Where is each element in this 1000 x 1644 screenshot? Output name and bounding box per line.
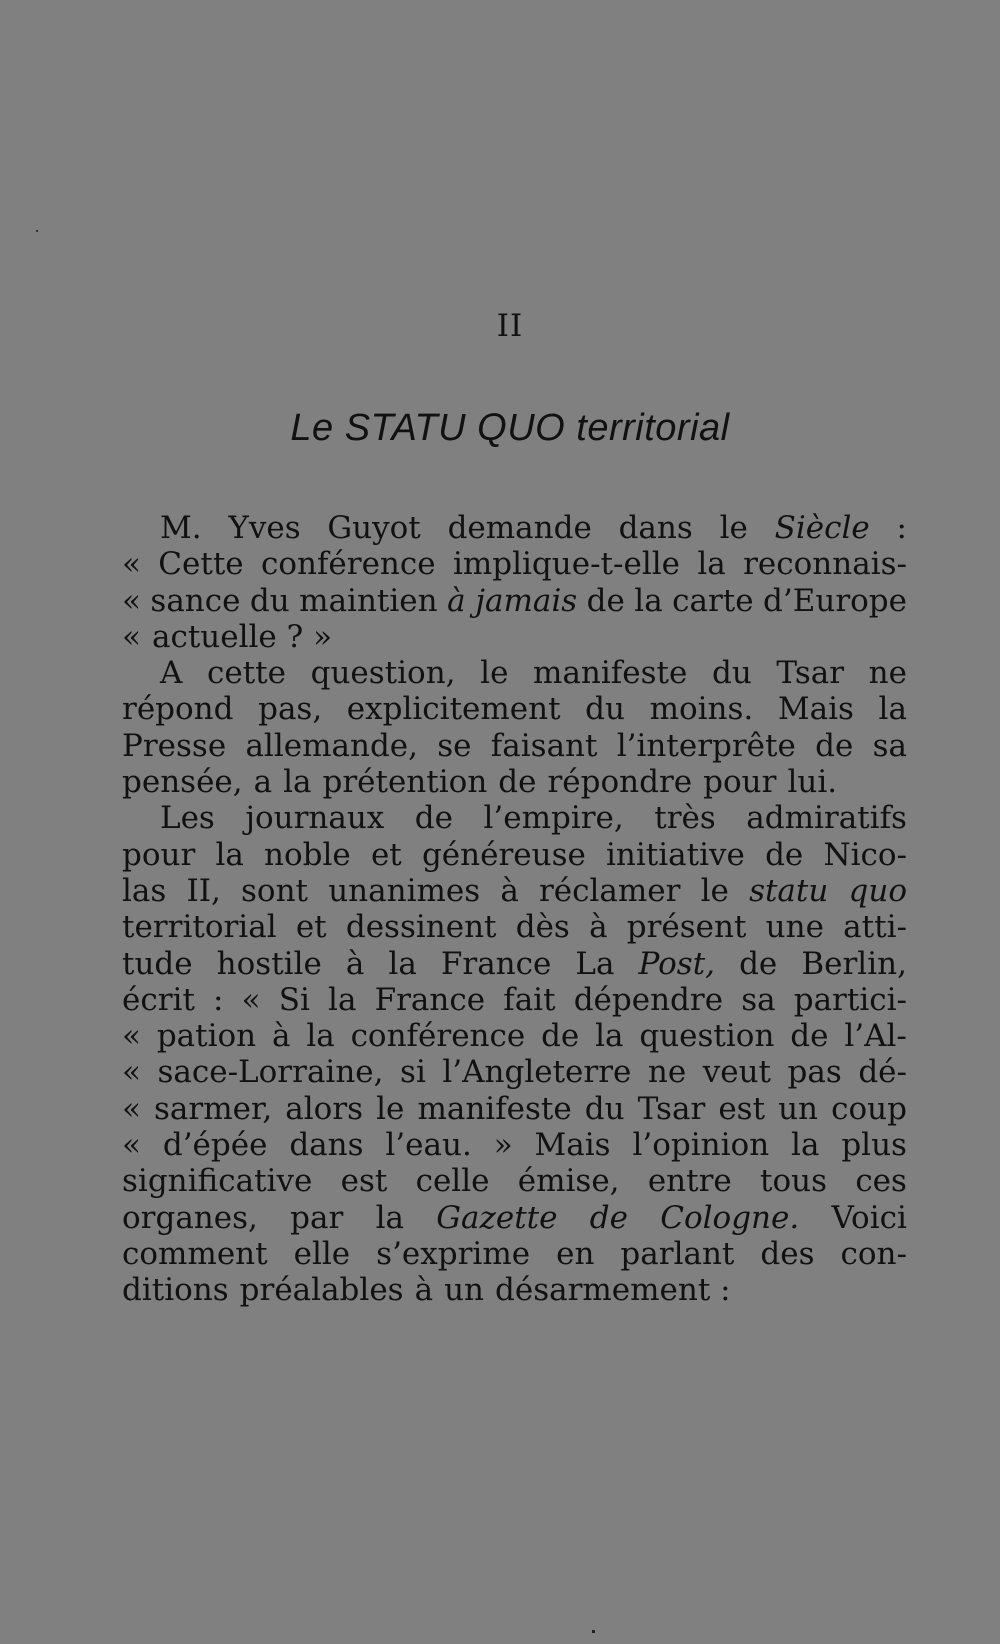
text-line: [122, 764, 907, 800]
word: journaux: [245, 800, 385, 837]
word: demande: [447, 510, 592, 546]
text-line: [122, 909, 907, 945]
word: implique-t-elle: [452, 546, 681, 583]
word: tude: [122, 945, 193, 982]
word: l’empire,: [483, 800, 624, 837]
word: un: [444, 1272, 484, 1309]
italic-word: Siècle: [774, 510, 870, 546]
word: Voici: [831, 1199, 907, 1236]
text-line: [122, 1054, 907, 1090]
word: France: [374, 981, 486, 1018]
word: de: [541, 1018, 580, 1055]
word: reconnais-: [743, 546, 907, 583]
word: et: [370, 836, 402, 873]
word: pour: [122, 836, 196, 873]
italic-word: Post,: [638, 945, 716, 982]
word: de: [739, 945, 778, 982]
word: allemande,: [245, 727, 418, 764]
word: territorial: [122, 909, 277, 946]
word: de: [414, 800, 453, 837]
word: maintien: [299, 582, 438, 619]
chapter-title: Le STATU QUO territorial: [290, 407, 730, 449]
word: conférence: [260, 546, 436, 583]
text-line: [122, 619, 907, 655]
word: Mais: [777, 691, 854, 728]
word: explicitement: [346, 691, 561, 728]
word: la: [878, 691, 907, 728]
word: manifeste: [533, 655, 688, 692]
word: plus: [841, 1127, 907, 1164]
word: ces: [855, 1163, 907, 1200]
text-line: [122, 728, 907, 764]
word: la: [306, 1018, 335, 1055]
word: généreuse: [421, 836, 586, 873]
word: un: [778, 1090, 819, 1127]
word: pas,: [258, 691, 323, 728]
word: désarmement :: [495, 1272, 731, 1309]
word: significative: [122, 1163, 313, 1200]
word: de: [765, 836, 804, 873]
text-line: [122, 1236, 907, 1272]
italic-word: Cologne.: [660, 1199, 800, 1236]
word: dépendre: [573, 981, 724, 1018]
word: las: [122, 872, 167, 909]
text-line: [122, 837, 907, 873]
word: dé-: [858, 1054, 907, 1091]
word: «: [122, 1018, 141, 1055]
word: Nico-: [823, 836, 907, 873]
word: Presse: [122, 727, 227, 764]
word: Tsar: [776, 655, 845, 692]
word: d’Europe: [763, 582, 907, 619]
word: «: [122, 1127, 141, 1164]
word: veut: [702, 1054, 772, 1091]
word: la: [215, 836, 244, 873]
word: «: [122, 1090, 141, 1127]
word: si: [400, 1054, 426, 1091]
italic-word: statu: [749, 872, 829, 909]
word: France: [440, 945, 552, 982]
word: dessinent: [345, 909, 497, 946]
word: émise,: [517, 1163, 620, 1200]
italic-word: à jamais: [447, 582, 578, 619]
word: une: [765, 909, 824, 946]
word: manifeste: [417, 1090, 572, 1127]
word: de: [790, 1018, 829, 1055]
word: con-: [840, 1235, 907, 1272]
word: pensée,: [122, 764, 243, 801]
word: à: [414, 1272, 434, 1309]
word: «: [122, 618, 141, 655]
word: sont: [241, 872, 309, 909]
word: en: [556, 1235, 595, 1272]
word: le: [376, 1090, 405, 1127]
word: le: [719, 510, 748, 546]
word: alors: [285, 1090, 364, 1127]
word: prétention: [322, 764, 488, 801]
word: conférence: [350, 1018, 526, 1055]
word: la: [697, 546, 726, 583]
word: très: [654, 800, 716, 837]
word: à: [345, 945, 365, 982]
body-text: [122, 510, 907, 1309]
text-line: [122, 1091, 907, 1127]
word: de: [498, 764, 537, 801]
word: ditions: [122, 1272, 229, 1309]
word: actuelle ? »: [151, 618, 333, 655]
word: est: [340, 1163, 388, 1200]
word: II,: [186, 872, 221, 909]
word: d’épée: [162, 1127, 268, 1164]
word: et: [295, 909, 327, 946]
word: pour: [703, 764, 777, 801]
word: Yves: [228, 510, 301, 546]
text-line: [122, 1127, 907, 1163]
word: :: [896, 510, 907, 546]
word: comment: [122, 1235, 268, 1272]
word: «: [122, 1054, 141, 1091]
word: le: [700, 872, 729, 909]
word: l’Angleterre: [442, 1054, 632, 1091]
text-line: [122, 1272, 907, 1308]
text-line: [122, 1018, 907, 1054]
word: du: [585, 691, 625, 728]
word: carte: [672, 582, 754, 619]
word: atti-: [843, 909, 907, 946]
word: la: [634, 582, 663, 619]
word: sace-Lorraine,: [157, 1054, 384, 1091]
word: répondre: [547, 764, 693, 801]
word: Les: [160, 800, 215, 837]
footer-speck: [592, 1630, 595, 1633]
text-line: [122, 510, 907, 546]
word: de: [586, 582, 625, 619]
word: M.: [160, 510, 202, 546]
text-line: [122, 583, 907, 619]
word: à: [500, 872, 519, 909]
word: sarmer,: [154, 1090, 273, 1127]
word: elle: [293, 1235, 351, 1272]
word: »: [493, 1127, 513, 1164]
word: A: [160, 655, 183, 692]
word: des: [760, 1235, 815, 1272]
word: La: [575, 945, 615, 982]
word: la: [375, 1199, 405, 1236]
word: présent: [626, 909, 747, 946]
word: «: [122, 546, 141, 583]
word: de: [815, 727, 854, 764]
word: Cette: [158, 546, 244, 583]
text-line: [122, 691, 907, 727]
word: celle: [415, 1163, 490, 1200]
word: la: [283, 764, 312, 801]
word: dès: [515, 909, 570, 946]
text-line: [122, 982, 907, 1018]
word: ne: [868, 655, 907, 692]
italic-word: Gazette: [436, 1199, 558, 1236]
word: l’eau.: [385, 1127, 472, 1164]
word: question: [639, 1018, 775, 1055]
word: la: [388, 945, 417, 982]
word: dans: [618, 510, 693, 546]
word: Si: [278, 981, 310, 1018]
word: Mais: [534, 1127, 611, 1164]
word: le: [480, 655, 509, 692]
text-line: [122, 546, 907, 582]
word: ne: [647, 1054, 687, 1091]
word: dans: [289, 1127, 364, 1164]
word: fait: [503, 981, 556, 1018]
word: a: [253, 764, 273, 801]
word: initiative: [606, 836, 745, 873]
word: organes,: [122, 1199, 258, 1236]
word: Berlin,: [801, 945, 907, 982]
margin-speck: [36, 230, 38, 232]
word: répond: [122, 691, 234, 728]
word: à: [589, 909, 608, 946]
word: écrit: [122, 981, 195, 1018]
word: admiratifs: [746, 800, 907, 837]
word: du: [249, 582, 290, 619]
text-line: [122, 946, 907, 982]
word: unanimes: [328, 872, 481, 909]
word: pation: [156, 1018, 257, 1055]
word: l’opinion: [632, 1127, 770, 1164]
word: l’interprête: [616, 727, 796, 764]
text-line: [122, 1200, 907, 1236]
word: l’Al-: [844, 1018, 907, 1055]
word: la: [595, 1018, 624, 1055]
word: est: [718, 1090, 766, 1127]
word: du: [584, 1090, 625, 1127]
word: la: [328, 981, 357, 1018]
word: la: [791, 1127, 820, 1164]
word: s’exprime: [376, 1235, 531, 1272]
word: noble: [264, 836, 351, 873]
italic-word: de: [589, 1199, 628, 1236]
word: réclamer: [538, 872, 681, 909]
word: lui.: [787, 764, 838, 801]
word: Tsar: [637, 1090, 706, 1127]
word: Guyot: [327, 510, 421, 546]
word: du: [711, 655, 752, 692]
word: entre: [647, 1163, 732, 1200]
text-line: [122, 655, 907, 691]
word: à: [271, 1018, 291, 1055]
word: hostile: [216, 945, 322, 982]
word: question,: [310, 655, 456, 692]
text-line: [122, 800, 907, 836]
word: «: [122, 582, 141, 619]
word: pas: [787, 1054, 842, 1091]
word: préalables: [239, 1272, 404, 1309]
word: par: [290, 1199, 344, 1236]
text-line: [122, 1163, 907, 1199]
word: sance: [150, 582, 241, 619]
word: «: [241, 981, 261, 1018]
word: moins.: [649, 691, 754, 728]
word: sa: [741, 981, 776, 1018]
word: cette: [207, 655, 286, 692]
word: partici-: [793, 981, 907, 1018]
word: coup: [831, 1090, 907, 1127]
word: parlant: [620, 1235, 735, 1272]
word: faisant: [490, 727, 598, 764]
word: sa: [872, 727, 907, 764]
chapter-number: II: [496, 308, 524, 344]
word: se: [437, 727, 472, 764]
text-line: [122, 873, 907, 909]
italic-word: quo: [848, 872, 907, 909]
word: :: [213, 981, 224, 1018]
word: tous: [760, 1163, 828, 1200]
